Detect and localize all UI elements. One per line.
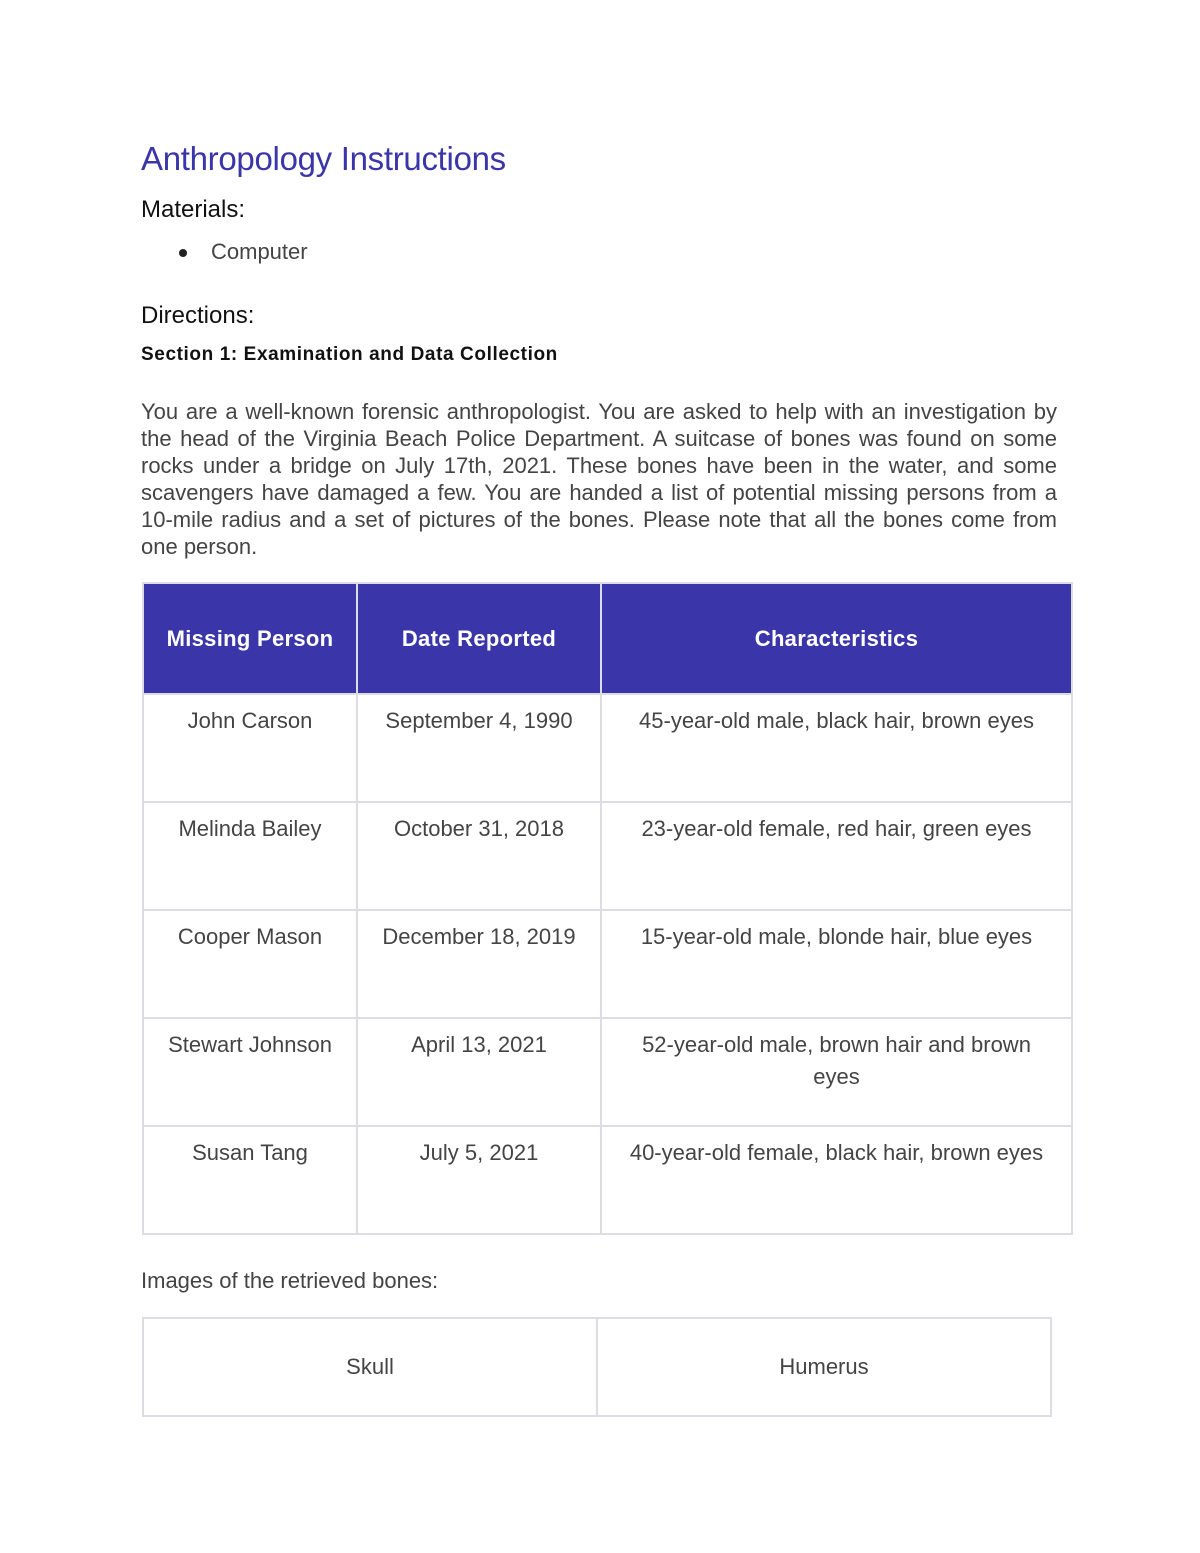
person-name-cell: Stewart Johnson [143, 1018, 357, 1126]
bone-label-skull: Skull [143, 1318, 597, 1416]
characteristics-cell: 15-year-old male, blonde hair, blue eyes [601, 910, 1072, 1018]
date-reported-cell: October 31, 2018 [357, 802, 601, 910]
column-header-date-reported: Date Reported [357, 583, 601, 694]
section-heading: Section 1: Examination and Data Collection [141, 344, 558, 365]
document-title: Anthropology Instructions [141, 140, 506, 177]
table-row [143, 802, 1072, 910]
table-row [143, 910, 1072, 1018]
column-header-missing-person: Missing Person [143, 583, 357, 694]
characteristics-cell: 40-year-old female, black hair, brown eyes [601, 1126, 1072, 1234]
bone-label-humerus: Humerus [597, 1318, 1051, 1416]
date-reported-cell: December 18, 2019 [357, 910, 601, 1018]
characteristics-cell: 52-year-old male, brown hair and brown eyes [601, 1018, 1072, 1126]
date-reported-cell: July 5, 2021 [357, 1126, 601, 1234]
directions-heading: Directions: [141, 302, 255, 329]
list-item [141, 238, 308, 266]
table-header-row [143, 583, 1072, 694]
table-row [143, 694, 1072, 802]
missing-persons-table [142, 582, 1073, 1235]
materials-heading: Materials: [141, 196, 246, 223]
images-caption: Images of the retrieved bones: [141, 1268, 439, 1293]
person-name-cell: Cooper Mason [143, 910, 357, 1018]
characteristics-cell: 45-year-old male, black hair, brown eyes [601, 694, 1072, 802]
person-name-cell: Susan Tang [143, 1126, 357, 1234]
person-name-cell: John Carson [143, 694, 357, 802]
materials-item-label: Computer [211, 239, 308, 264]
table-row [143, 1318, 1051, 1416]
person-name-cell: Melinda Bailey [143, 802, 357, 910]
characteristics-cell: 23-year-old female, red hair, green eyes [601, 802, 1072, 910]
table-row [143, 1018, 1072, 1126]
intro-paragraph: You are a well-known forensic anthropologist. You are asked to help with an investigation by the head of the Virginia Beach Police Department. A suitcase of bones was found on some rocks under a bridge on July 17th, 2021. These bones have been in the water, and some scavengers have damaged a few. You are handed a list of potential missing persons from a 10-mile radius and a set of pictures of the bones. Please note that all the bones come from one person. [141, 399, 1057, 559]
date-reported-cell: September 4, 1990 [357, 694, 601, 802]
bullet-icon [179, 249, 187, 257]
materials-list [141, 238, 308, 266]
date-reported-cell: April 13, 2021 [357, 1018, 601, 1126]
bones-images-table [142, 1317, 1052, 1417]
column-header-characteristics: Characteristics [601, 583, 1072, 694]
table-row [143, 1126, 1072, 1234]
